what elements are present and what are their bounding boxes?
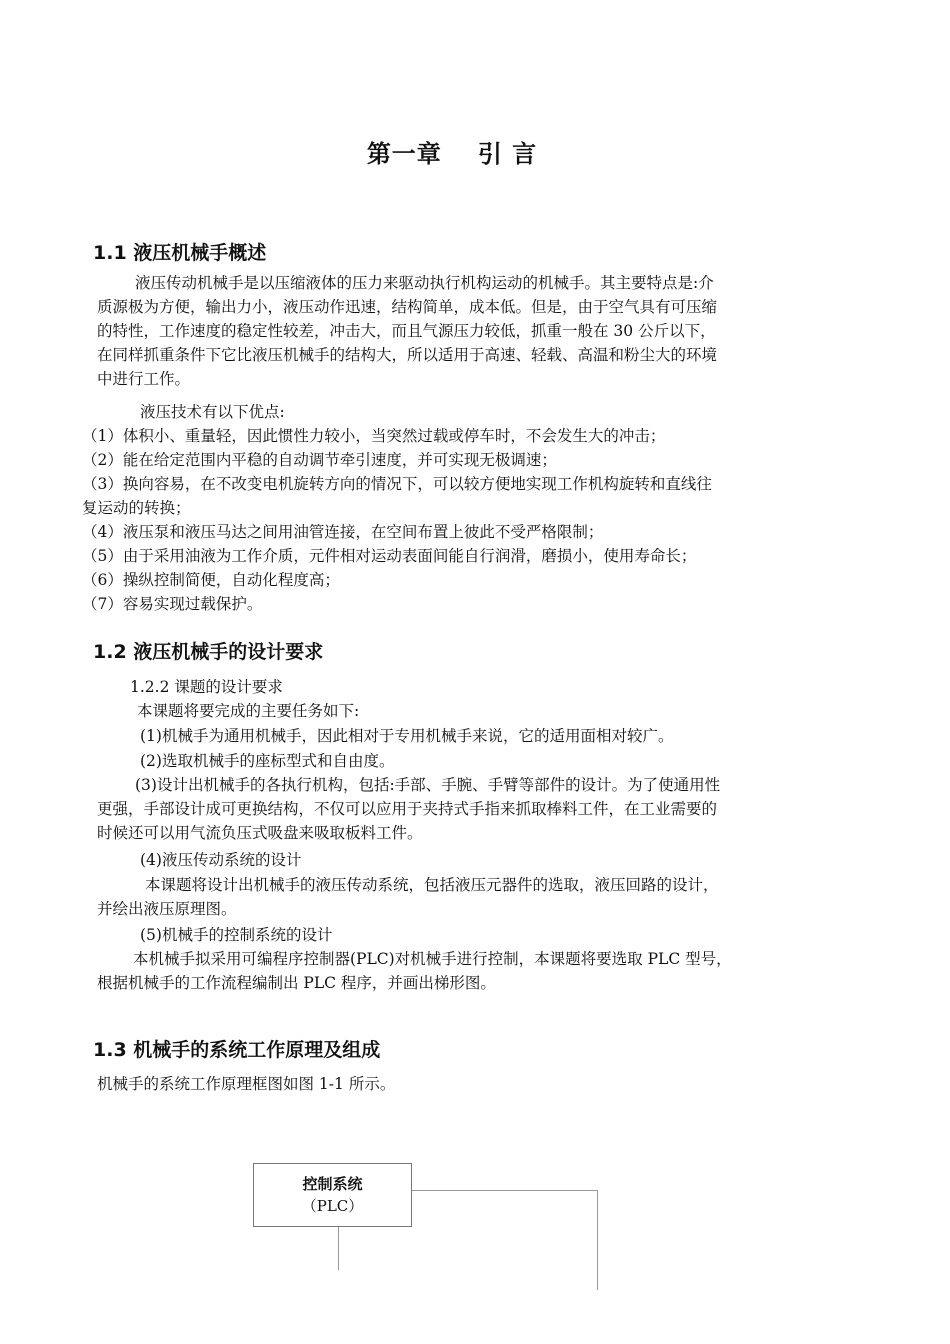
control-system-label: 控制系统 [302,1175,363,1193]
section-1-1-heading: 1.1 液压机械手概述 [93,242,267,264]
task-2: (2)选取机械手的座标型式和自由度。 [140,752,395,770]
task-3 [97,773,720,845]
task-5-heading: (5)机械手的控制系统的设计 [140,926,333,944]
section-1-1-intro [97,271,717,391]
advantage-item: （7）容易实现过载保护。 [82,595,263,613]
intro-line: 液压传动机械手是以压缩液体的压力来驱动执行机构运动的机械手。其主要特点是:介 [135,274,714,292]
section-1-3-intro: 机械手的系统工作原理框图如图 1-1 所示。 [97,1075,396,1093]
task-1: (1)机械手为通用机械手，因此相对于专用机械手来说，它的适用面相对较广。 [140,727,674,745]
section-1-3-heading: 1.3 机械手的系统工作原理及组成 [93,1039,381,1061]
chapter-title [0,134,904,169]
connector-line-right [597,1190,598,1290]
task-5-line: 根据机械手的工作流程编制出 PLC 程序，并画出梯形图。 [97,974,496,992]
intro-line: 在同样抓重条件下它比液压机械手的结构大，所以适用于高速、轻载、高温和粉尘大的环境 [97,346,718,364]
advantage-item: （3）换向容易，在不改变电机旋转方向的情况下，可以较方便地实现工作机构旋转和直线往 [82,475,712,493]
advantage-item: （1）体积小、重量轻，因此惯性力较小，当突然过载或停车时，不会发生大的冲击； [82,427,666,445]
intro-line: 的特性，工作速度的稳定性较差，冲击大，而且气源压力较低，抓重一般在 30 公斤以下， [97,322,716,340]
chapter-name: 引 言 [477,140,538,168]
tasks-lead: 本课题将要完成的主要任务如下: [137,702,360,720]
chapter-number: 第一章 [366,140,442,168]
task-4-line: 本课题将设计出机械手的液压传动系统，包括液压元器件的选取，液压回路的设计， [145,876,719,894]
section-1-2-2-heading: 1.2.2 课题的设计要求 [130,678,283,696]
task-4-line: 并绘出液压原理图。 [97,900,237,918]
intro-line: 中进行工作。 [97,370,191,388]
control-system-box [253,1163,412,1227]
advantage-item: （6）操纵控制简便，自动化程度高； [82,571,340,589]
task-4-body [97,873,719,921]
task-5-body [97,947,732,995]
advantage-item: （5）由于采用油液为工作介质，元件相对运动表面间能自行润滑，磨损小，使用寿命长； [82,547,697,565]
task-3-line: 更强，手部设计成可更换结构，不仅可以应用于夹持式手指来抓取棒料工件，在工业需要的 [97,800,718,818]
task-5-line: 本机械手拟采用可编程序控制器(PLC)对机械手进行控制，本课题将要选取 PLC 型号， [133,950,732,968]
connector-line-down [338,1226,339,1270]
section-1-2-heading: 1.2 液压机械手的设计要求 [93,641,324,663]
task-3-line: 时候还可以用气流负压式吸盘来吸取板料工件。 [97,824,423,842]
advantage-item: 复运动的转换； [82,499,191,517]
connector-line-horizontal [410,1190,598,1191]
plc-label: （PLC） [301,1197,364,1215]
advantages-lead: 液压技术有以下优点: [140,403,285,421]
advantages-list [82,424,712,616]
advantage-item: （2）能在给定范围内平稳的自动调节牵引速度，并可实现无极调速； [82,451,557,469]
task-3-line: (3)设计出机械手的各执行机构，包括:手部、手腕、手臂等部件的设计。为了使通用性 [135,776,721,794]
advantage-item: （4）液压泵和液压马达之间用油管连接，在空间布置上彼此不受严格限制； [82,523,604,541]
intro-line: 质源极为方便，输出力小，液压动作迅速，结构简单，成本低。但是，由于空气具有可压缩 [97,298,718,316]
task-4-heading: (4)液压传动系统的设计 [140,851,302,869]
